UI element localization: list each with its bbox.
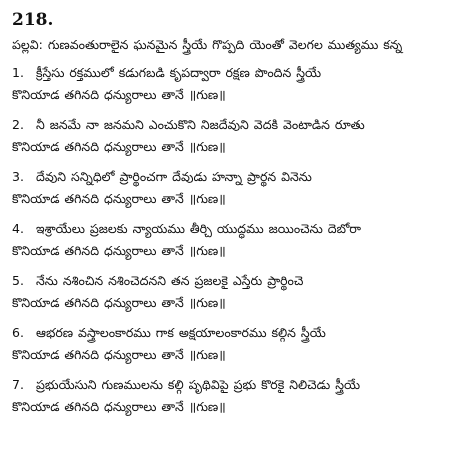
- stanza-verse-line: ఆభరణ వస్త్రాలంకారము గాక అక్షయాలంకారము కల్గిన స్త్రీయే: [36, 325, 326, 340]
- stanza-number: 7.: [12, 377, 24, 392]
- stanza-chorus-line: కొనియాడ తగినది ధన్యురాలు తానే ॥గుణ॥: [12, 295, 226, 310]
- stanza-body: [12, 166, 466, 210]
- stanza-chorus-line: కొనియాడ తగినది ధన్యురాలు తానే ॥గుణ॥: [12, 139, 226, 154]
- stanza-number: 5.: [12, 273, 24, 288]
- stanza-number: 3.: [12, 169, 24, 184]
- song-number: 218.: [12, 10, 54, 30]
- stanza-verse-line: ఇశ్రాయేలు ప్రజలకు న్యాయము తీర్చి యుద్ధము జయించెను దెబోరా: [36, 221, 361, 236]
- stanza-body: [12, 374, 466, 418]
- stanza-number: 4.: [12, 221, 24, 236]
- stanza-4: [12, 218, 466, 262]
- stanza-chorus-line: కొనియాడ తగినది ధన్యురాలు తానే ॥గుణ॥: [12, 87, 226, 102]
- stanza-verse-line: ప్రభుయేసుని గుణములను కల్గి పృథివిపై ప్రభు కొరకై నిలిచెడు స్త్రీయే: [36, 377, 361, 392]
- refrain-line: పల్లవి: గుణవంతురాలైన ఘనమైన స్త్రీయే గొప్పది యెంతో వెలగల ముత్యము కన్న: [12, 37, 403, 52]
- stanza-1: [12, 62, 466, 106]
- stanza-3: [12, 166, 466, 210]
- stanza-7: [12, 374, 466, 418]
- stanza-chorus-line: కొనియాడ తగినది ధన్యురాలు తానే ॥గుణ॥: [12, 243, 226, 258]
- stanza-chorus-line: కొనియాడ తగినది ధన్యురాలు తానే ॥గుణ॥: [12, 399, 226, 414]
- stanza-body: [12, 270, 466, 314]
- stanza-number: 1.: [12, 65, 24, 80]
- stanza-number: 6.: [12, 325, 24, 340]
- stanza-chorus-line: కొనియాడ తగినది ధన్యురాలు తానే ॥గుణ॥: [12, 347, 226, 362]
- stanza-6: [12, 322, 466, 366]
- stanza-number: 2.: [12, 117, 24, 132]
- stanza-verse-line: నీ జనమే నా జనమని ఎంచుకొని నిజదేవుని వెదకి వెంటాడిన రూతు: [36, 117, 365, 132]
- stanza-body: [12, 62, 466, 106]
- stanza-verse-line: క్రీస్తేసు రక్తములో కడుగబడి కృపద్వారా రక్షణ పొందిన స్త్రీయే: [36, 65, 322, 80]
- stanza-5: [12, 270, 466, 314]
- stanza-body: [12, 218, 466, 262]
- stanza-verse-line: దేవుని సన్నిధిలో ప్రార్థించగా దేవుడు హన్నా ప్రార్థన వినెను: [36, 169, 312, 184]
- stanza-body: [12, 322, 466, 366]
- stanza-2: [12, 114, 466, 158]
- stanza-verse-line: నేను నశించిన నశించెదనని తన ప్రజలకై ఎస్తేరు ప్రార్థించె: [36, 273, 304, 288]
- stanza-body: [12, 114, 466, 158]
- stanza-chorus-line: కొనియాడ తగినది ధన్యురాలు తానే ॥గుణ॥: [12, 191, 226, 206]
